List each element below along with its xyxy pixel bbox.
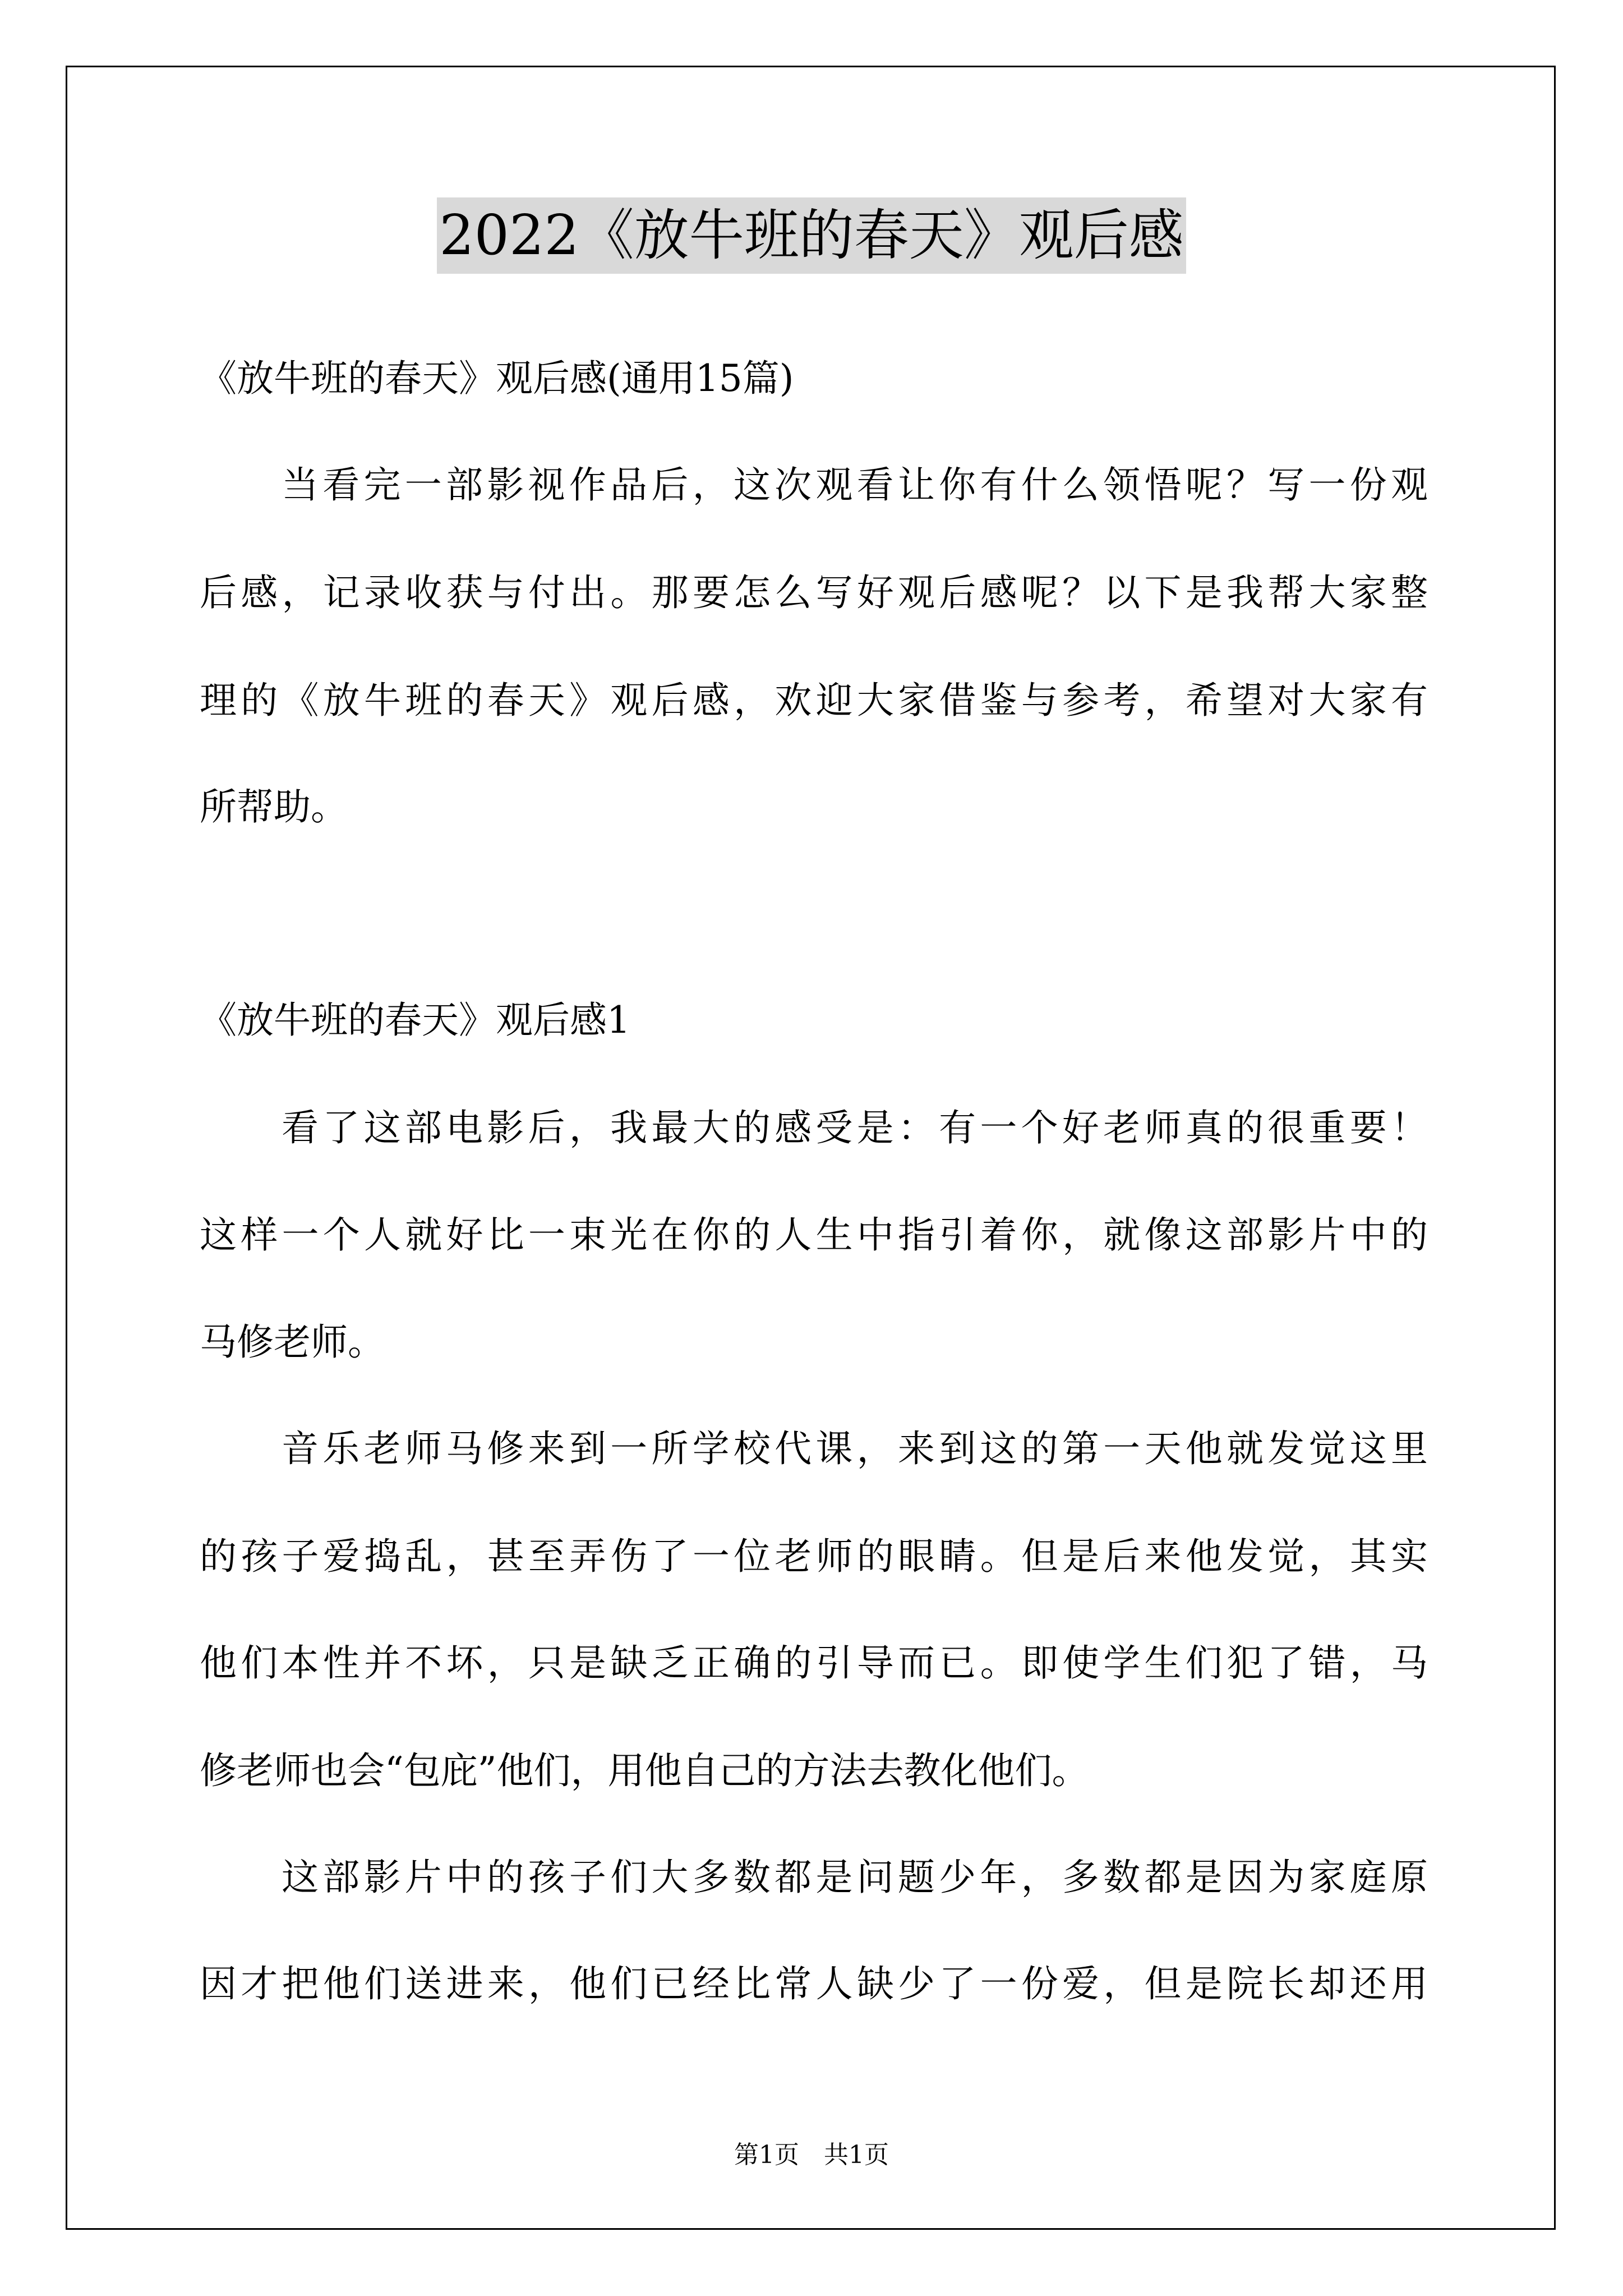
paragraph-line: 马修老师。: [200, 1320, 385, 1364]
paragraph-line: 修老师也会“包庇”他们，用他自己的方法去教化他们。: [200, 1749, 1089, 1792]
paragraph-line: 他们本性并不坏，只是缺乏正确的引导而已。即使学生们犯了错，马: [200, 1641, 1428, 1685]
paragraph-line: 的孩子爱捣乱，甚至弄伤了一位老师的眼睛。但是后来他发觉，其实: [200, 1535, 1428, 1578]
title-container: [0, 197, 1623, 274]
document-title: 2022《放牛班的春天》观后感: [437, 197, 1186, 274]
page-footer: 第1页 共1页: [734, 2141, 889, 2169]
paragraph-line: 音乐老师马修来到一所学校代课，来到这的第一天他就发觉这里: [282, 1427, 1428, 1470]
paragraph-line: 这部影片中的孩子们大多数都是问题少年，多数都是因为家庭原: [282, 1856, 1428, 1899]
paragraph-line: 因才把他们送进来，他们已经比常人缺少了一份爱，但是院长却还用: [200, 1962, 1428, 2005]
intro-line: 后感，记录收获与付出。那要怎么写好观后感呢？以下是我帮大家整: [200, 571, 1428, 614]
paragraph-line: 看了这部电影后，我最大的感受是：有一个好老师真的很重要！: [282, 1106, 1428, 1149]
section-heading: 《放牛班的春天》观后感1: [200, 999, 630, 1042]
paragraph-line: 这样一个人就好比一束光在你的人生中指引着你，就像这部影片中的: [200, 1213, 1428, 1257]
intro-line: 当看完一部影视作品后，这次观看让你有什么领悟呢？写一份观: [282, 463, 1428, 507]
intro-line: 理的《放牛班的春天》观后感，欢迎大家借鉴与参考，希望对大家有: [200, 679, 1428, 722]
intro-line: 所帮助。: [200, 785, 348, 829]
document-subtitle: 《放牛班的春天》观后感(通用15篇): [200, 357, 794, 400]
